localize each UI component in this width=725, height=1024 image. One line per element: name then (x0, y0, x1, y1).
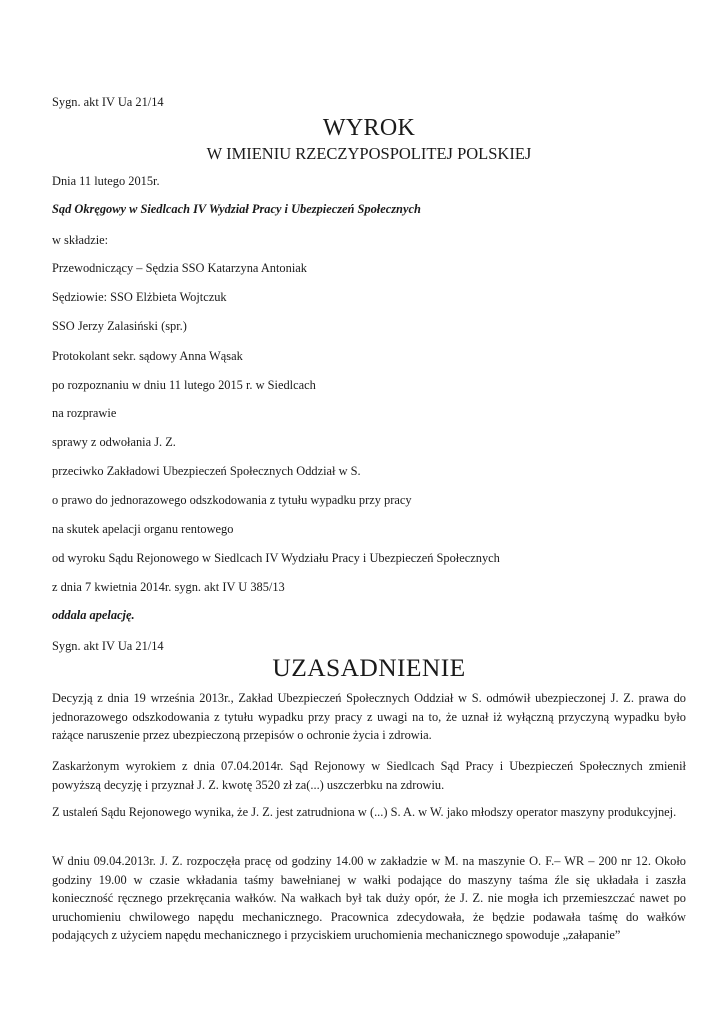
case-reference: Sygn. akt IV Ua 21/14 (52, 95, 164, 109)
justification-paragraph: W dniu 09.04.2013r. J. Z. rozpoczęła pracę od godziny 14.00 w zakładzie w M. na maszynie O. F.– WR – 200 nr 12. Około godziny 19.00 w czasie wkładania taśmy bawełnianej w wałki podające do maszyny taśma źle się układała i zaszła konieczność ręcznego przekręcania wałków. Na wałkach był tak duży opór, że J. Z. nie mogła ich przemieszczać nawet po uruchomieniu chwilowego napędu mechanicznego. Pracownica zdecydowała, że będzie podawała taśmę do wałków podających z użyciem napędu mechanicznego i przyciskiem uruchomienia mechanicznego spowoduje „załapanie” (52, 854, 686, 943)
judgment-line: w składzie: (52, 233, 109, 247)
judgment-line: przeciwko Zakładowi Ubezpieczeń Społecznych Oddział w S. (52, 464, 361, 478)
judgment-line-emphasis: oddala apelację. (52, 608, 135, 622)
judgment-line: na skutek apelacji organu rentowego (52, 522, 234, 536)
case-reference-justification: Sygn. akt IV Ua 21/14 (52, 639, 164, 653)
judgment-line: z dnia 7 kwietnia 2014r. sygn. akt IV U 385/13 (52, 580, 285, 594)
judgment-line: Dnia 11 lutego 2015r. (52, 174, 160, 188)
justification-paragraph: Z ustaleń Sądu Rejonowego wynika, że J. Z. jest zatrudniona w (...) S. A. w W. jako młodszy operator maszyny produkcyjnej. (52, 805, 677, 819)
judgment-line: na rozprawie (52, 406, 117, 420)
justification-title: UZASADNIENIE (272, 653, 466, 682)
judgment-line: sprawy z odwołania J. Z. (52, 435, 176, 449)
document-title: WYROK (322, 115, 416, 141)
judgment-line: Protokolant sekr. sądowy Anna Wąsak (52, 349, 243, 363)
judgment-line: Sędziowie: SSO Elżbieta Wojtczuk (52, 290, 227, 304)
justification-paragraph: Decyzją z dnia 19 września 2013r., Zakład Ubezpieczeń Społecznych Oddział w S. odmówił ubezpieczonej J. Z. prawa do jednorazowego odszkodowania z tytułu wypadku przy pracy z uwagi na to, że uznał iż wyłączną przyczyną wypadku było rażące naruszenie przez ubezpieczoną przepisów o ochronie życia i zdrowia. (52, 691, 686, 743)
judgment-line: o prawo do jednorazowego odszkodowania z tytułu wypadku przy pracy (52, 493, 412, 507)
justification-paragraph: Zaskarżonym wyrokiem z dnia 07.04.2014r. Sąd Rejonowy w Siedlcach Sąd Pracy i Ubezpieczeń Społecznych zmienił powyższą decyzję i przyznał J. Z. kwotę 3520 zł za(...) uszczerbku na zdrowiu. (52, 759, 686, 792)
judgment-line: od wyroku Sądu Rejonowego w Siedlcach IV Wydziału Pracy i Ubezpieczeń Społecznych (52, 551, 500, 565)
document-page (52, 0, 686, 1024)
judgment-line: Przewodniczący – Sędzia SSO Katarzyna Antoniak (52, 261, 307, 275)
judgment-line-emphasis: Sąd Okręgowy w Siedlcach IV Wydział Pracy i Ubezpieczeń Społecznych (52, 202, 421, 216)
judgment-line: SSO Jerzy Zalasiński (spr.) (52, 319, 187, 333)
document-subtitle: W IMIENIU RZECZYPOSPOLITEJ POLSKIEJ (206, 144, 532, 163)
judgment-line: po rozpoznaniu w dniu 11 lutego 2015 r. w Siedlcach (52, 378, 316, 392)
